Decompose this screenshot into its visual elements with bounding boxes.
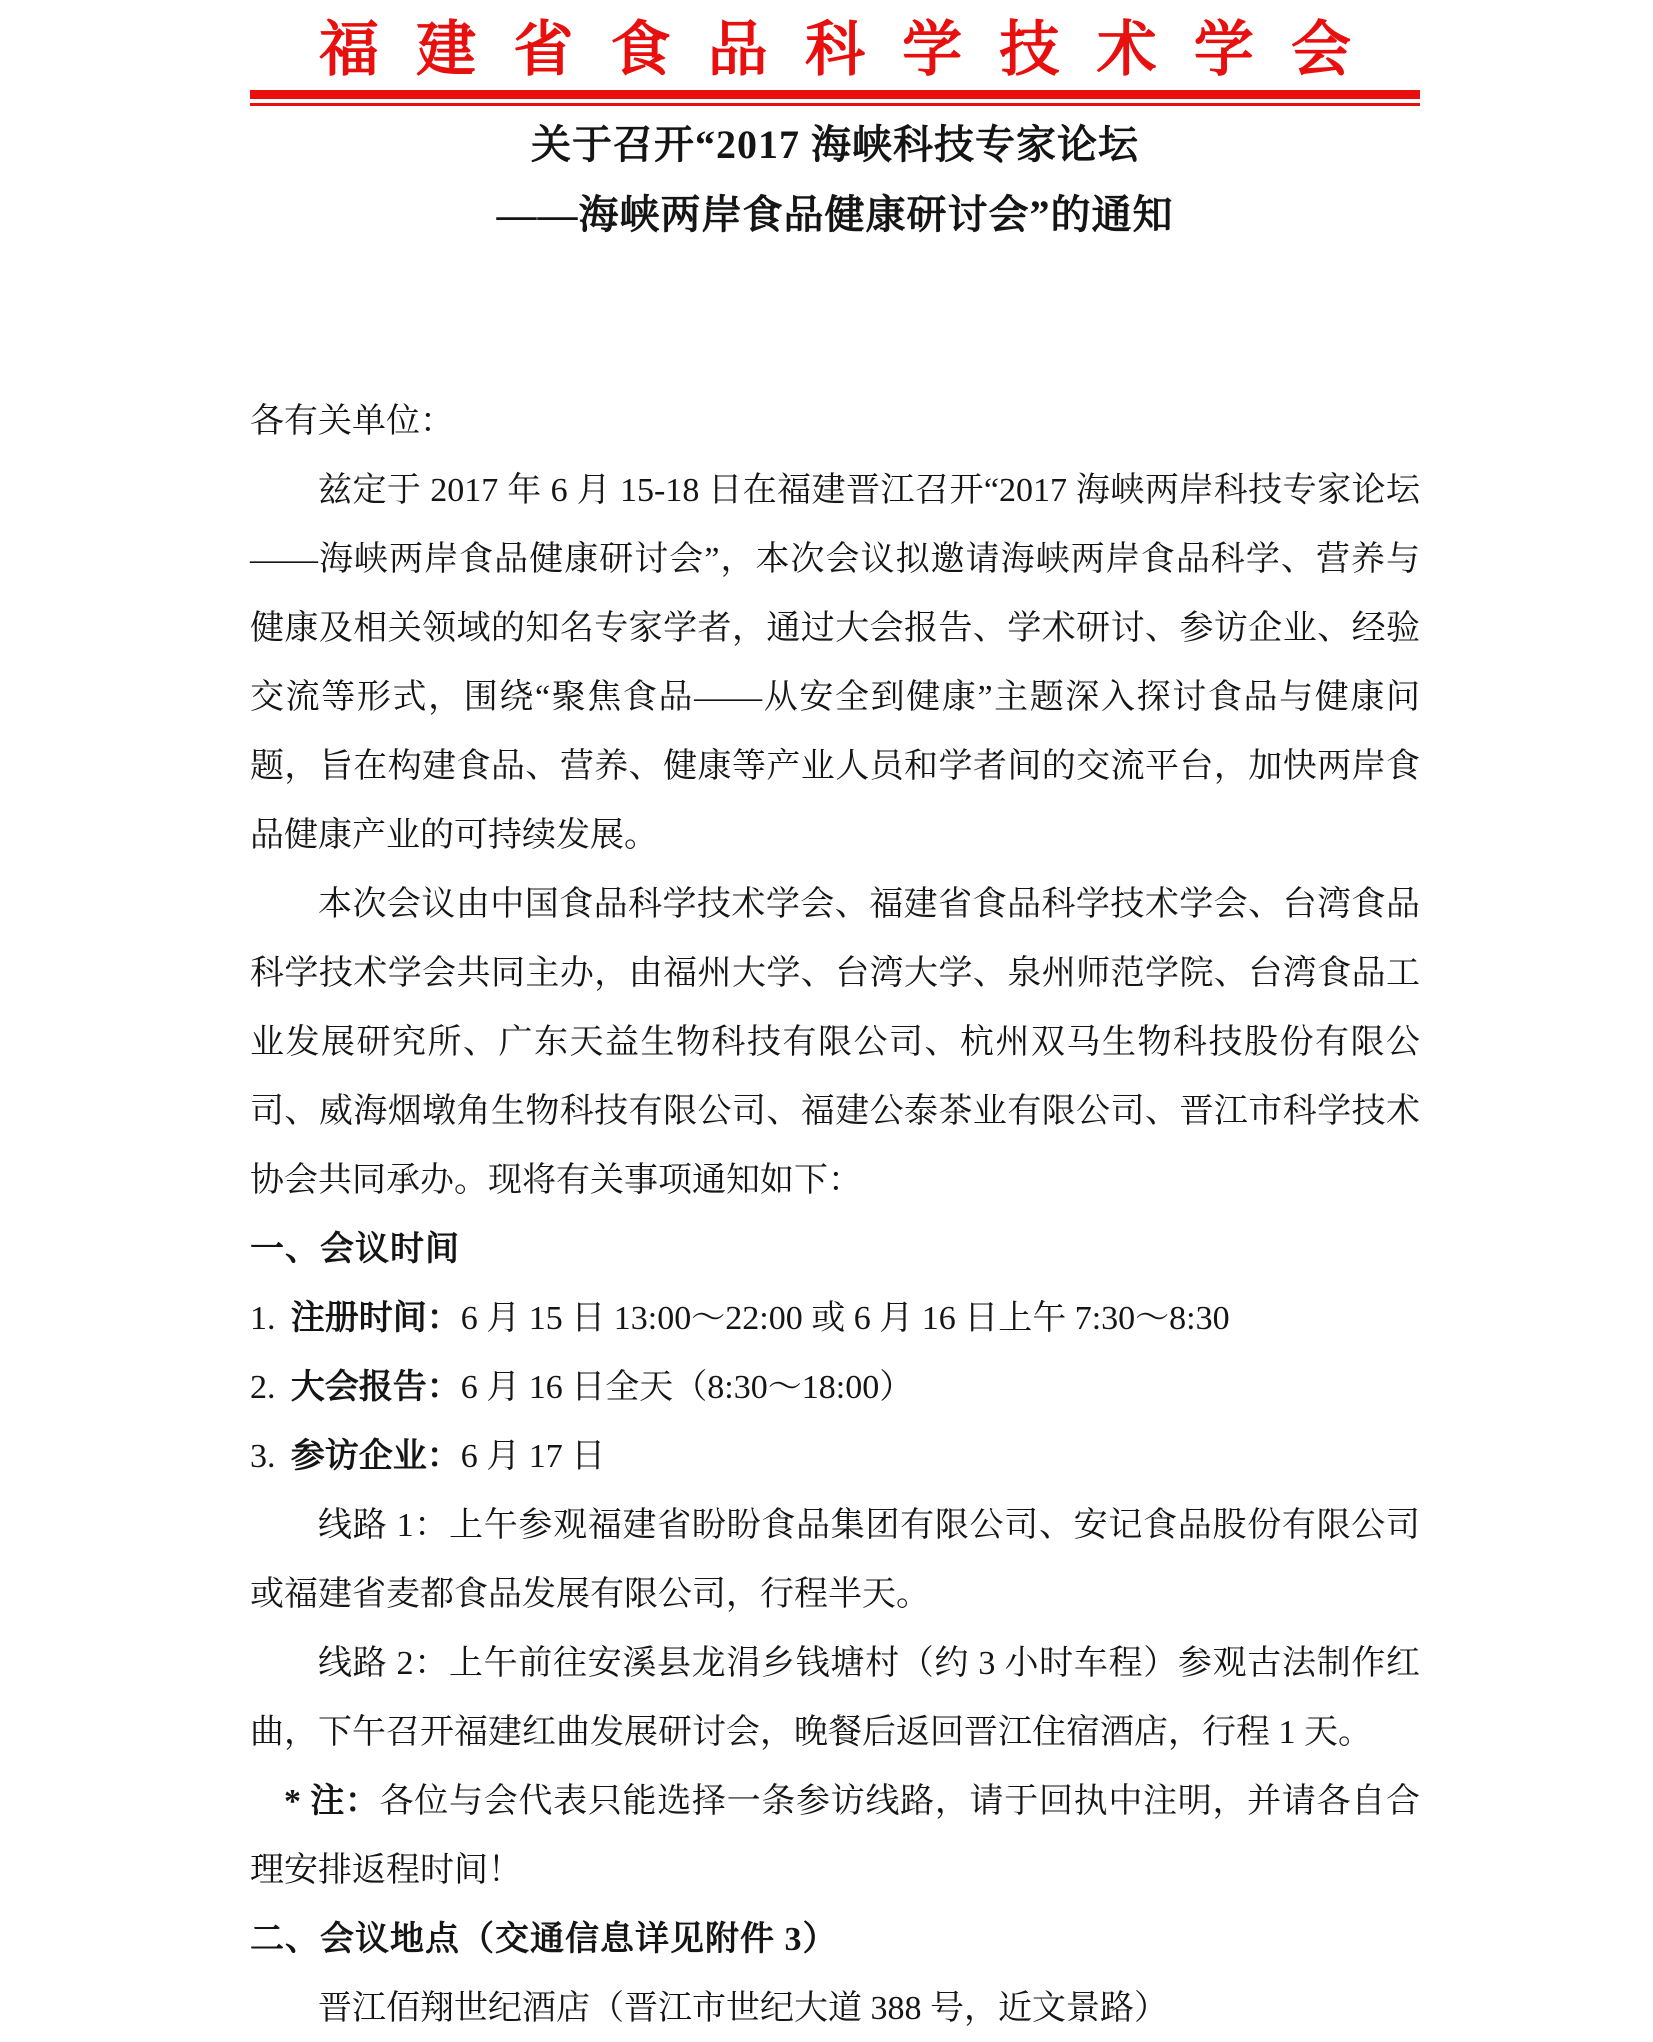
paragraph-meeting-intro: 兹定于 2017 年 6 月 15-18 日在福建晋江召开“2017 海峡两岸科技专家论坛——海峡两岸食品健康研讨会”，本次会议拟邀请海峡两岸食品科学、营养与健康及相关领域的知名专家学者，通过大会报告、学术研讨、参访企业、经验交流等形式，围绕“聚焦食品——从安全到健康”主题深入探讨食品与健康问题，旨在构建食品、营养、健康等产业人员和学者间的交流平台，加快两岸食品健康产业的可持续发展。 [250,472,1420,854]
item-label: 参访企业： [290,1438,461,1475]
organization-name: 福建省食品科学技术学会 [318,17,1389,83]
notice-body [250,387,1420,2042]
item-number: 1. [250,1300,276,1337]
letterhead [250,18,1420,106]
notice-title-line1: 关于召开“2017 海峡科技专家论坛 [531,122,1139,167]
venue-line: 晋江佰翔世纪酒店（晋江市世纪大道 388 号，近文景路） [318,1990,1168,2027]
note-paragraph [250,1767,1420,1905]
letterhead-divider [250,90,1420,106]
divider-thin-line [250,103,1420,106]
salutation: 各有关单位： [250,403,454,440]
item-text: 6 月 15 日 13:00～22:00 或 6 月 16 日上午 7:30～8:30 [460,1300,1230,1337]
paragraph-organizers: 本次会议由中国食品科学技术学会、福建省食品科学技术学会、台湾食品科学技术学会共同主办，由福州大学、台湾大学、泉州师范学院、台湾食品工业发展研究所、广东天益生物科技有限公司、杭州双马生物科技股份有限公司、威海烟墩角生物科技有限公司、福建公泰茶业有限公司、晋江市科学技术协会共同承办。现将有关事项通知如下： [250,886,1420,1199]
route1-paragraph: 线路 1：上午参观福建省盼盼食品集团有限公司、安记食品股份有限公司或福建省麦都食品发展有限公司，行程半天。 [250,1507,1420,1613]
item-label: 注册时间： [290,1300,461,1337]
item-label: 大会报告： [290,1369,461,1406]
item-text: 6 月 16 日全天（8:30～18:00） [460,1369,914,1406]
note-text: 各位与会代表只能选择一条参访线路，请于回执中注明，并请各自合理安排返程时间！ [250,1783,1420,1889]
route2-paragraph: 线路 2：上午前往安溪县龙涓乡钱塘村（约 3 小时车程）参观古法制作红曲，下午召开福建红曲发展研讨会，晚餐后返回晋江住宿酒店，行程 1 天。 [250,1645,1420,1751]
notice-title-line2: ——海峡两岸食品健康研讨会”的通知 [496,192,1174,237]
divider-thick-line [250,90,1420,99]
schedule-item-registration [250,1284,1420,1353]
item-text: 6 月 17 日 [460,1438,606,1475]
schedule-item-plenary [250,1353,1420,1422]
item-number: 2. [250,1369,276,1406]
section1-heading: 一、会议时间 [250,1231,460,1268]
item-number: 3. [250,1438,276,1475]
schedule-item-company-visit [250,1422,1420,1491]
section2-heading: 二、会议地点（交通信息详见附件 3） [250,1921,838,1958]
notice-title [250,110,1420,250]
note-label: * 注： [284,1783,380,1820]
